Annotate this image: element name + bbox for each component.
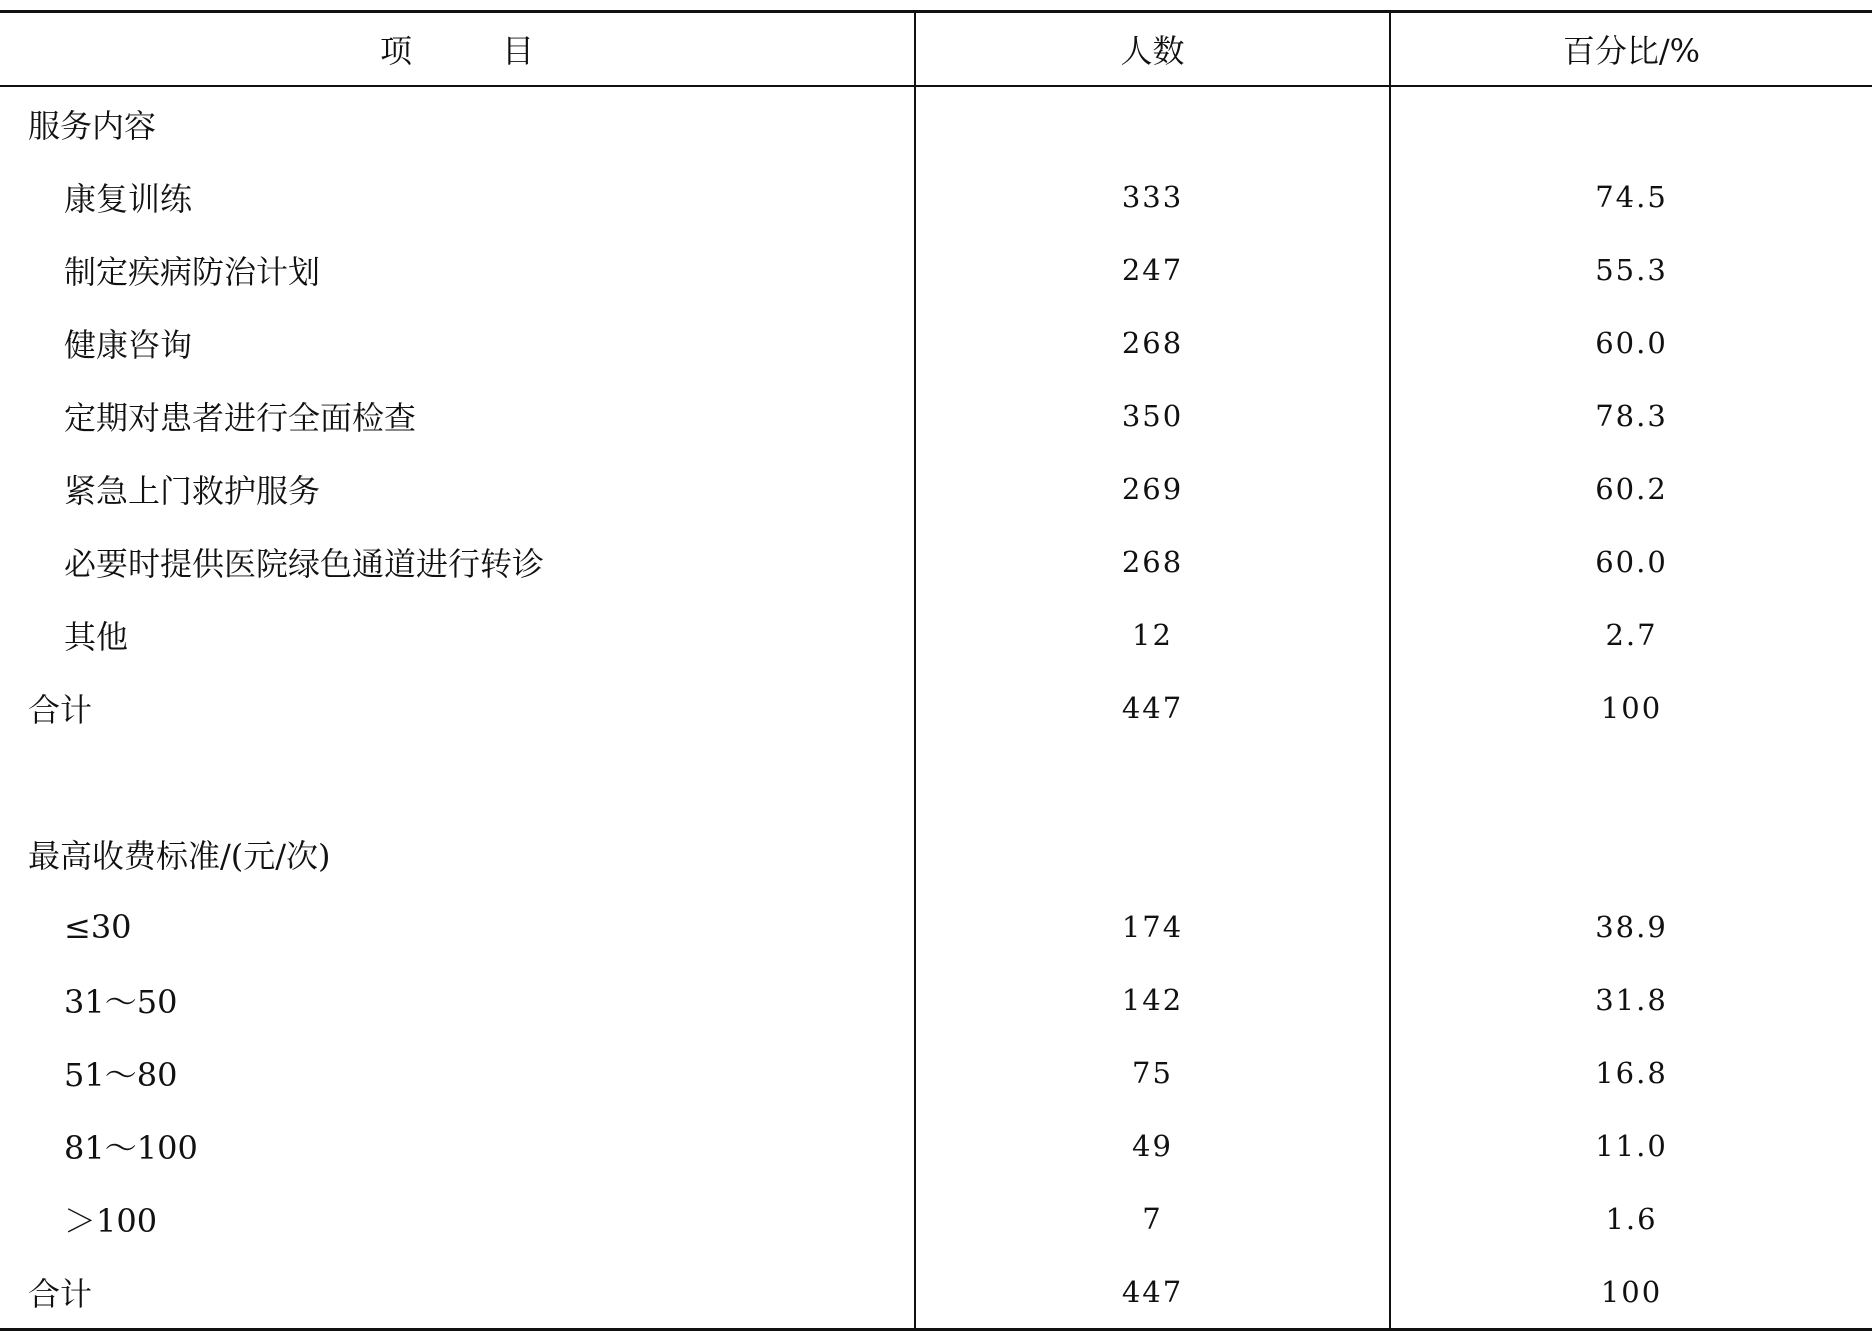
header-percent: 百分比/%	[1390, 12, 1872, 87]
table-header-row	[0, 12, 1872, 87]
row-count: 268	[915, 306, 1390, 379]
table-row	[0, 379, 1872, 452]
total-row	[0, 671, 1872, 744]
row-count: 174	[915, 890, 1390, 963]
row-percent: 31.8	[1390, 963, 1872, 1036]
row-label: ＞100	[64, 1201, 158, 1240]
row-label: 其他	[64, 617, 129, 656]
total-count: 447	[915, 1255, 1390, 1330]
row-count: 247	[915, 233, 1390, 306]
header-count: 人数	[915, 12, 1390, 87]
total-count: 447	[915, 671, 1390, 744]
header-item-char-1: 项	[379, 32, 412, 70]
section-title-row	[0, 817, 1872, 890]
table-row	[0, 452, 1872, 525]
row-count: 7	[915, 1182, 1390, 1255]
row-count: 75	[915, 1036, 1390, 1109]
section-title: 服务内容	[28, 106, 157, 145]
row-count: 49	[915, 1109, 1390, 1182]
total-row	[0, 1255, 1872, 1330]
header-item-char-2: 目	[502, 32, 535, 70]
row-count: 269	[915, 452, 1390, 525]
row-label: 健康咨询	[64, 325, 193, 364]
row-percent: 1.6	[1390, 1182, 1872, 1255]
data-table	[0, 10, 1872, 1331]
row-label: 31～50	[64, 982, 178, 1021]
section-title-row	[0, 86, 1872, 160]
table-row	[0, 598, 1872, 671]
table-row	[0, 1109, 1872, 1182]
row-percent: 60.2	[1390, 452, 1872, 525]
row-label: ≤30	[64, 907, 132, 946]
row-percent: 11.0	[1390, 1109, 1872, 1182]
row-label: 必要时提供医院绿色通道进行转诊	[64, 544, 545, 583]
row-count: 350	[915, 379, 1390, 452]
row-label: 81～100	[64, 1128, 198, 1167]
table-row	[0, 233, 1872, 306]
row-percent: 38.9	[1390, 890, 1872, 963]
table-row	[0, 525, 1872, 598]
row-count: 142	[915, 963, 1390, 1036]
row-label: 51～80	[64, 1055, 178, 1094]
table-row	[0, 1036, 1872, 1109]
row-label: 制定疾病防治计划	[64, 252, 321, 291]
row-label: 紧急上门救护服务	[64, 471, 321, 510]
table-row	[0, 1182, 1872, 1255]
table-row	[0, 890, 1872, 963]
row-percent: 55.3	[1390, 233, 1872, 306]
spacer-row	[0, 744, 1872, 817]
total-label: 合计	[0, 1255, 915, 1330]
table-row	[0, 963, 1872, 1036]
row-percent: 16.8	[1390, 1036, 1872, 1109]
row-count: 12	[915, 598, 1390, 671]
header-item	[0, 12, 915, 87]
row-percent: 2.7	[1390, 598, 1872, 671]
total-percent: 100	[1390, 671, 1872, 744]
total-percent: 100	[1390, 1255, 1872, 1330]
section-title: 最高收费标准/(元/次)	[28, 836, 331, 875]
data-table-container	[0, 10, 1872, 1331]
row-percent: 60.0	[1390, 306, 1872, 379]
row-label: 定期对患者进行全面检查	[64, 398, 417, 437]
table-row	[0, 160, 1872, 233]
row-count: 333	[915, 160, 1390, 233]
row-label: 康复训练	[64, 179, 193, 218]
total-label: 合计	[28, 690, 93, 729]
table-row	[0, 306, 1872, 379]
row-percent: 60.0	[1390, 525, 1872, 598]
row-percent: 78.3	[1390, 379, 1872, 452]
row-percent: 74.5	[1390, 160, 1872, 233]
row-count: 268	[915, 525, 1390, 598]
